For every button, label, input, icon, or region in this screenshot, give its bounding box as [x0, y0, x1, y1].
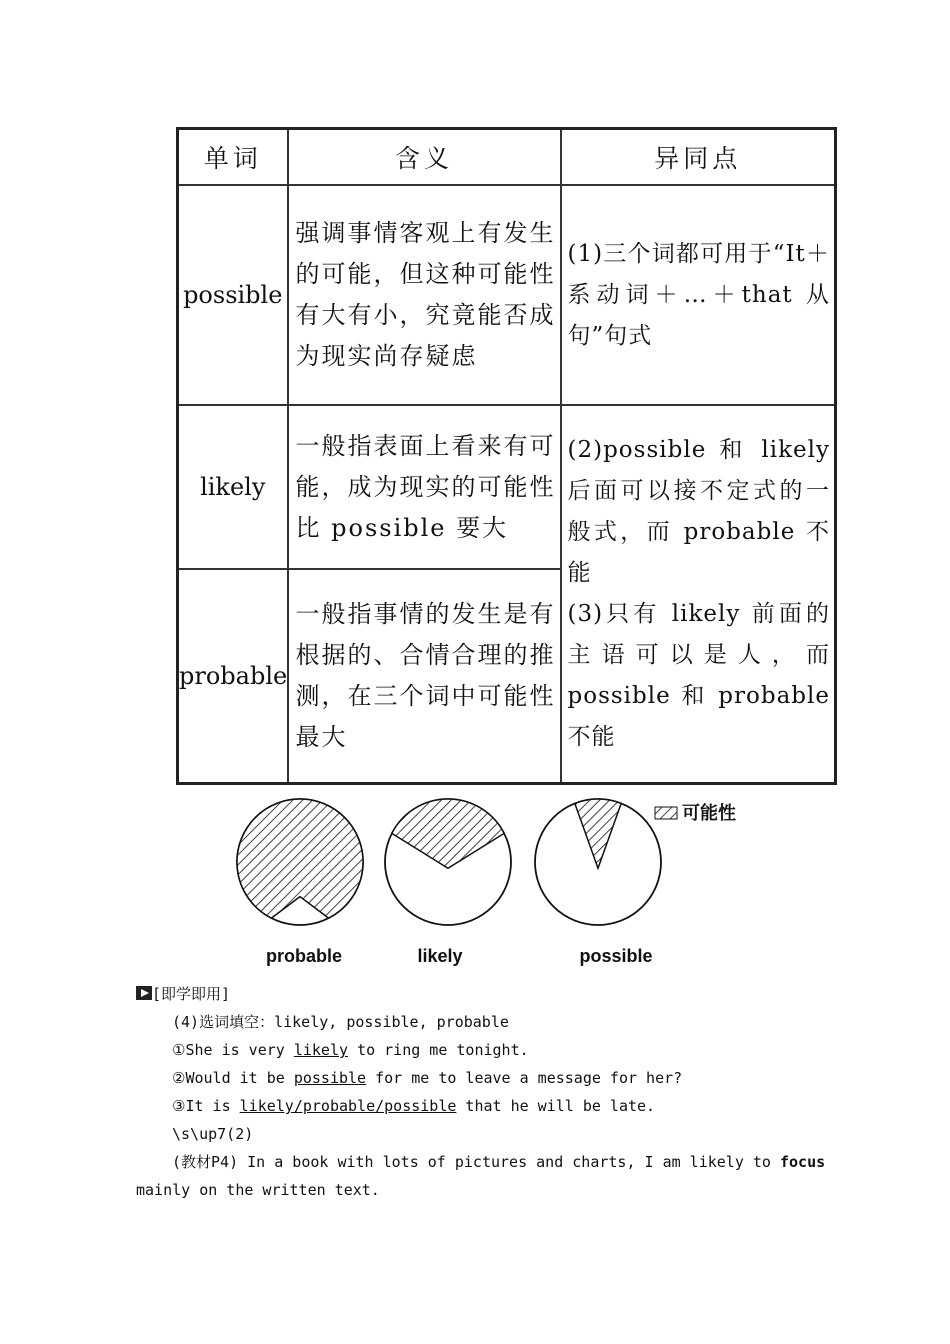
pie-probable	[237, 799, 363, 925]
word-probable: probable	[178, 569, 288, 783]
answer-3: likely/probable/possible	[239, 1097, 457, 1115]
pie-label-probable: probable	[265, 946, 343, 966]
format-code: \s\up7(2)	[172, 1125, 254, 1143]
textbook-example: (教材P4) In a book with lots of pictures and charts, I am likely to focus	[172, 1153, 826, 1171]
legend-label: 可能性	[682, 803, 736, 824]
answer-1: likely	[293, 1041, 349, 1059]
header-comparison: 异同点	[561, 129, 836, 186]
note-2-3	[561, 405, 836, 783]
pie-label-possible: possible	[579, 946, 653, 966]
table-row	[178, 185, 836, 405]
meaning-likely: 一般指表面上看来有可能，成为现实的可能性比 possible 要大	[288, 405, 561, 569]
pie-label-likely: likely	[417, 946, 463, 966]
header-word: 单词	[178, 129, 288, 186]
question-2: ②Would it be possible for me to leave a message for her?	[172, 1069, 683, 1087]
play-triangle-icon	[136, 986, 152, 1000]
practice-section	[136, 980, 826, 1204]
pie-likely	[385, 799, 511, 925]
pie-possible	[535, 799, 661, 925]
question-1: ①She is very likely to ring me tonight.	[172, 1041, 529, 1059]
legend-swatch	[655, 807, 677, 819]
keyword-focus: focus	[779, 1153, 826, 1171]
note-2: (2)possible 和 likely 后面可以接不定式的一般式，而 probable 不能	[567, 437, 830, 587]
word-possible: possible	[178, 185, 288, 405]
vocabulary-table	[176, 127, 837, 785]
meaning-possible: 强调事情客观上有发生的可能，但这种可能性有大有小，究竟能否成为现实尚存疑虑	[288, 185, 561, 405]
meaning-probable: 一般指事情的发生是有根据的、合情合理的推测，在三个词中可能性最大	[288, 569, 561, 783]
probability-pie-diagram	[228, 795, 768, 970]
table-row	[178, 405, 836, 569]
question-3: ③It is likely/probable/possible that he will be late.	[172, 1097, 656, 1115]
note-3: (3)只有 likely 前面的主语可以是人，而 possible 和 probable 不能	[567, 601, 830, 751]
word-likely: likely	[178, 405, 288, 569]
textbook-example-continued: mainly on the written text.	[136, 1181, 380, 1199]
table-header-row	[178, 129, 836, 186]
note-1: (1)三个词都可用于“It＋系动词＋…＋that 从句”句式	[561, 185, 836, 405]
header-meaning: 含义	[288, 129, 561, 186]
practice-instruction: (4)选词填空：likely, possible, probable	[172, 1013, 509, 1031]
practice-header: [即学即用]	[152, 985, 231, 1003]
answer-2: possible	[293, 1069, 367, 1087]
